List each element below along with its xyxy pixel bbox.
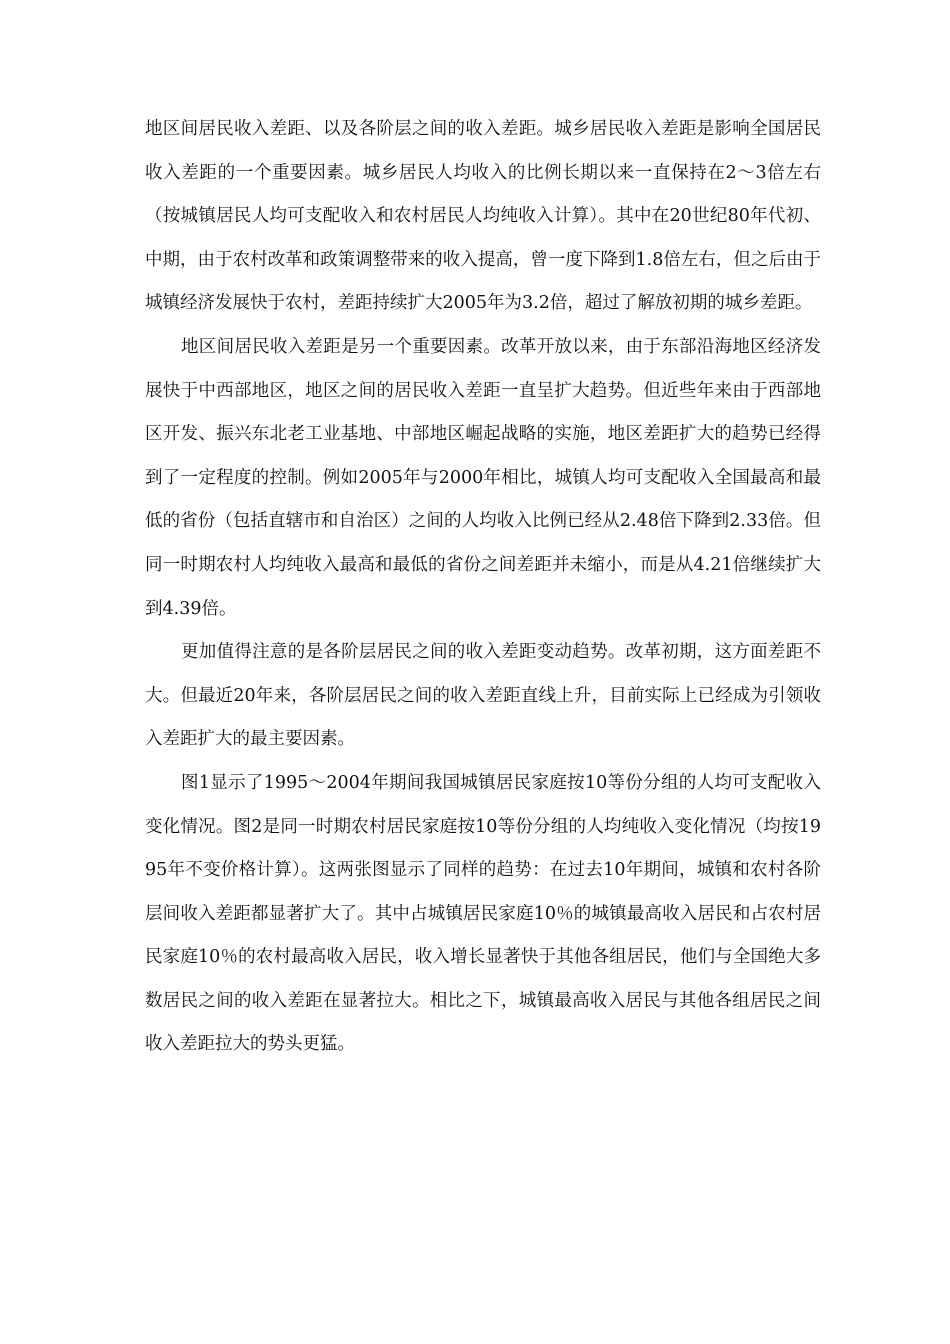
document-body xyxy=(145,108,821,1067)
paragraph-1: 地区间居民收入差距、以及各阶层之间的收入差距。城乡居民收入差距是影响全国居民收入差距的一个重要因素。城乡居民人均收入的比例长期以来一直保持在2～3倍左右（按城镇居民人均可支配收入和农村居民人均纯收入计算）。其中在20世纪80年代初、中期，由于农村改革和政策调整带来的收入提高，曾一度下降到1.8倍左右，但之后由于城镇经济发展快于农村，差距持续扩大2005年为3.2倍，超过了解放初期的城乡差距。 xyxy=(145,119,821,314)
paragraph-3: 更加值得注意的是各阶层居民之间的收入差距变动趋势。改革初期，这方面差距不大。但最近20年来，各阶层居民之间的收入差距直线上升，目前实际上已经成为引领收入差距扩大的最主要因素。 xyxy=(145,642,821,750)
paragraph-2: 地区间居民收入差距是另一个重要因素。改革开放以来，由于东部沿海地区经济发展快于中西部地区，地区之间的居民收入差距一直呈扩大趋势。但近些年来由于西部地区开发、振兴东北老工业基地、中部地区崛起战略的实施，地区差距扩大的趋势已经得到了一定程度的控制。例如2005年与2000年相比，城镇人均可支配收入全国最高和最低的省份（包括直辖市和自治区）之间的人均收入比例已经从2.48倍下降到2.33倍。但同一时期农村人均纯收入最高和最低的省份之间差距并未缩小，而是从4.21倍继续扩大到4.39倍。 xyxy=(145,336,821,619)
paragraph-4: 图1显示了1995～2004年期间我国城镇居民家庭按10等份分组的人均可支配收入变化情况。图2是同一时期农村居民家庭按10等份分组的人均纯收入变化情况（均按1995年不变价格计算）。这两张图显示了同样的趋势：在过去10年期间，城镇和农村各阶层间收入差距都显著扩大了。其中占城镇居民家庭10％的城镇最高收入居民和占农村居民家庭10％的农村最高收入居民，收入增长显著快于其他各组居民，他们与全国绝大多数居民之间的收入差距在显著拉大。相比之下，城镇最高收入居民与其他各组居民之间收入差距拉大的势头更猛。 xyxy=(145,772,821,1055)
